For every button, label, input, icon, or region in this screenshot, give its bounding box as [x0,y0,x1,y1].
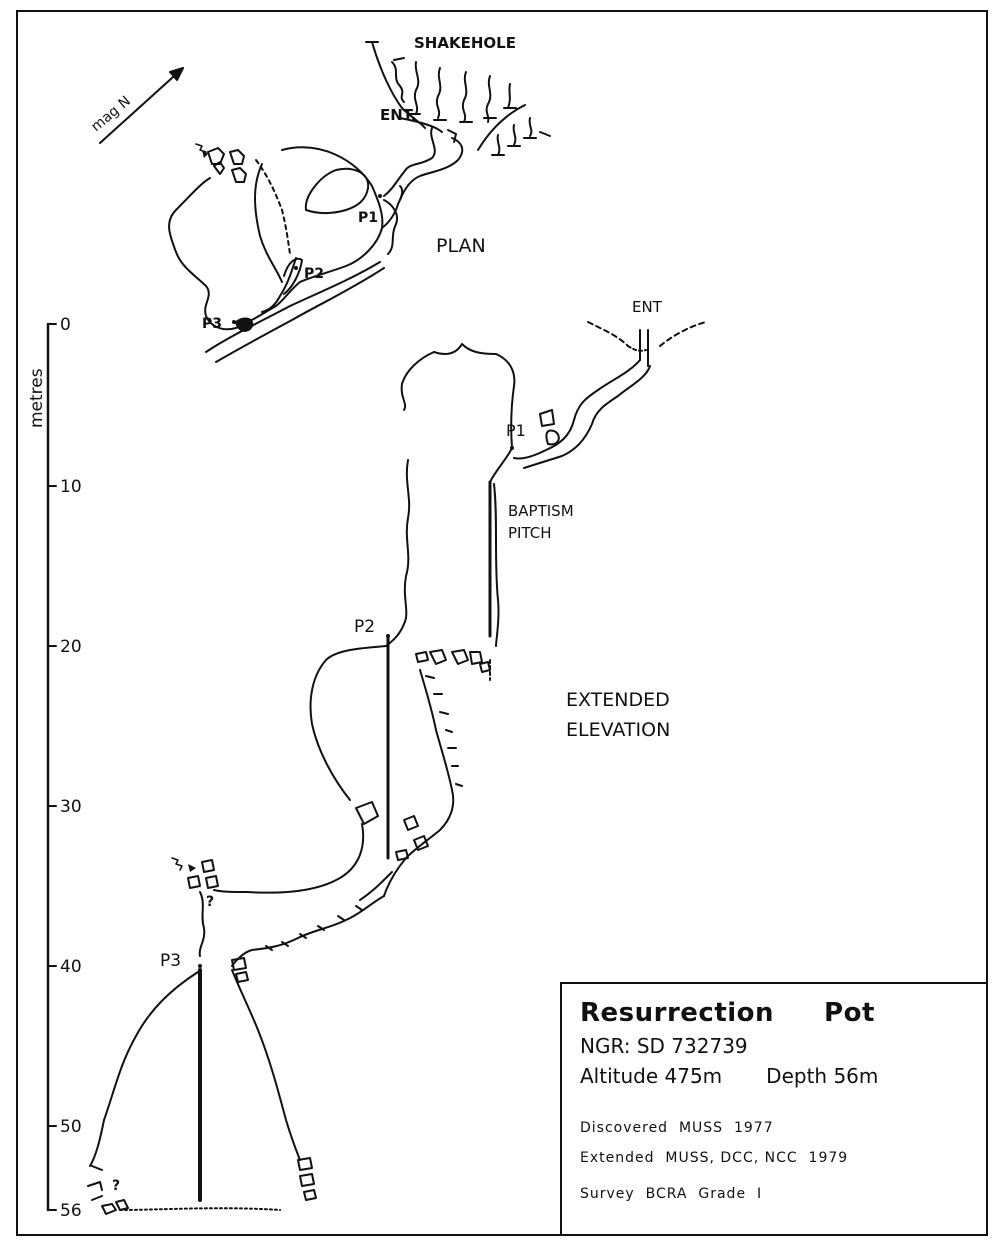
cave-name-part1: Resurrection [580,998,775,1028]
elevation-view-label-line2: ELEVATION [566,719,671,741]
altitude-value: Altitude 475m [580,1064,723,1088]
plan-entrance-label: ENT. [380,106,417,124]
plan-view-label: PLAN [436,235,486,257]
scale-tick-30: 30 [60,797,82,817]
elevation-p3-label: P3 [160,951,182,971]
scale-tick-0: 0 [60,315,71,335]
scale-tick-20: 20 [60,637,82,657]
elevation-entrance-label: ENT [632,298,662,316]
cave-name-part2: Pot [824,998,875,1028]
altitude-depth-line [580,1064,970,1088]
baptism-pitch-label-line2: PITCH [508,524,552,542]
plan-pillar [306,169,368,213]
scale-tick-10: 10 [60,477,82,497]
plan-shakehole-label: SHAKEHOLE [414,34,516,52]
ngr-reference: NGR: SD 732739 [580,1034,748,1058]
scale-unit-label: metres [27,368,47,428]
scale-tick-56: 56 [60,1201,82,1221]
depth-value: Depth 56m [766,1064,879,1088]
plan-view [88,34,550,362]
baptism-pitch-label-line1: BAPTISM [508,502,574,520]
elevation-view-label-line1: EXTENDED [566,689,670,711]
plan-p3-label: P3 [202,316,223,332]
cave-name [580,998,970,1028]
shakehole-outline [366,42,550,155]
title-block [560,982,988,1236]
unknown-mark-upper: ? [206,894,215,910]
elevation-p1-label: P1 [506,421,526,440]
plan-p1-label: P1 [358,210,379,226]
unknown-mark-lower: ? [112,1178,121,1194]
plan-p2-label: P2 [304,266,325,282]
north-label: mag N [88,93,134,136]
survey-grade-line: Survey BCRA Grade I [580,1186,763,1202]
extended-line: Extended MUSS, DCC, NCC 1979 [580,1150,849,1166]
discovered-line: Discovered MUSS 1977 [580,1120,774,1136]
elevation-p2-label: P2 [354,617,376,637]
scale-tick-50: 50 [60,1117,82,1137]
scale-tick-40: 40 [60,957,82,977]
depth-scale [27,315,82,1221]
